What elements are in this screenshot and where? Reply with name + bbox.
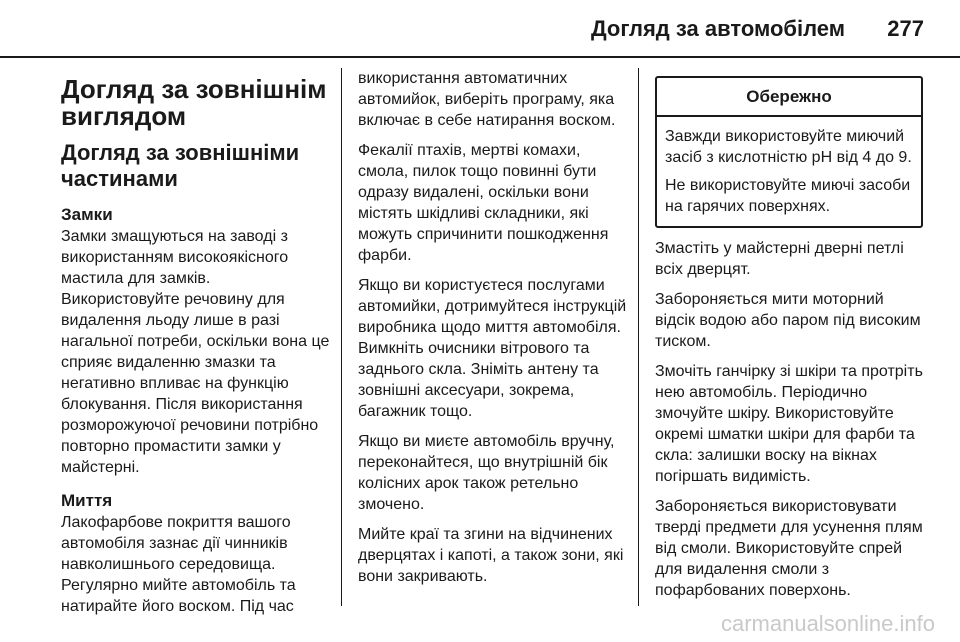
watermark: carmanualsonline.info (720, 611, 935, 636)
paragraph-col3-1: Змастіть у майстерні дверні петлі всіх дверцят. (655, 240, 904, 278)
paragraph-col2-5: Мийте краї та згини на відчинених дверцятах і капоті, а також зони, які вони закривають. (358, 526, 624, 585)
column-2 (358, 68, 628, 596)
header-rule (0, 56, 960, 58)
paragraph-locks-2: Використовуйте речовину для видалення льоду лише в разі нагальної потреби, оскільки вона це сприяє видаленню змазки та негативно впливає на функцію блокування. Після використання розморожуючої речовини потрібно повторно промастити замки у майстерні. (61, 291, 330, 476)
paragraph-col3-2: Забороняється мити моторний відсік водою або паром під високим тиском. (655, 291, 921, 350)
paragraph-col2-1: використання автоматичних автомийок, виберіть програму, яка включає в себе натирання воском. (358, 70, 616, 129)
caution-body (657, 117, 921, 226)
section-heading-exterior: Догляд за зовнішнім виглядом (61, 74, 327, 131)
paragraph-col3-4: Забороняється використовувати тверді предмети для усунення плям від смоли. Використовуйте спрей для видалення смоли з пофарбованих поверхонь. (655, 498, 923, 599)
paragraph-col2-4: Якщо ви миєте автомобіль вручну, переконайтеся, що внутрішній бік колісних арок також ретельно змочено. (358, 433, 615, 513)
paragraph-col2-3: Якщо ви користуєтеся послугами автомийки, дотримуйтеся інструкцій виробника щодо миття автомобіля. Вимкніть очисники вітрового та заднього скла. Зніміть антену та зовнішні аксесуари, зокрема, багажник тощо. (358, 277, 627, 420)
heading-washing: Миття (61, 491, 113, 510)
column-divider-1 (341, 68, 342, 606)
paragraph-col3-3: Змочіть ганчірку зі шкіри та протріть нею автомобіль. Періодично змочуйте шкіру. Використовуйте окремі шматки шкіри для фарби та скла: залишки воску на вікнах погіршать видимість. (655, 363, 923, 485)
subsection-heading-exterior-parts: Догляд за зовнішніми частинами (61, 140, 300, 191)
column-1 (61, 68, 336, 626)
column-divider-2 (638, 68, 639, 606)
caution-title: Обережно (657, 78, 921, 117)
page-header (0, 0, 960, 56)
caution-box (655, 76, 923, 228)
caution-paragraph-2: Не використовуйте миючі засоби на гарячих поверхнях. (665, 177, 911, 215)
column-3 (655, 68, 923, 610)
header-title: Догляд за автомобілем (590, 16, 845, 41)
paragraph-washing-1: Лакофарбове покриття вашого автомобіля зазнає дії чинників навколишнього середовища. Регулярно мийте автомобіль та натирайте його воском. Під час (61, 514, 296, 615)
paragraph-col2-2: Фекалії птахів, мертві комахи, смола, пилок тощо повинні бути одразу видалені, оскільки вони містять шкідливі складники, які можуть спричинити пошкодження фарби. (358, 142, 609, 264)
paragraph-locks-1: Замки змащуються на заводі з використанням високоякісного мастила для замків. (61, 228, 289, 287)
caution-paragraph-1: Завжди використовуйте миючий засіб з кислотністю pH від 4 до 9. (665, 128, 912, 166)
page-number: 277 (887, 16, 924, 41)
heading-locks: Замки (61, 205, 113, 224)
